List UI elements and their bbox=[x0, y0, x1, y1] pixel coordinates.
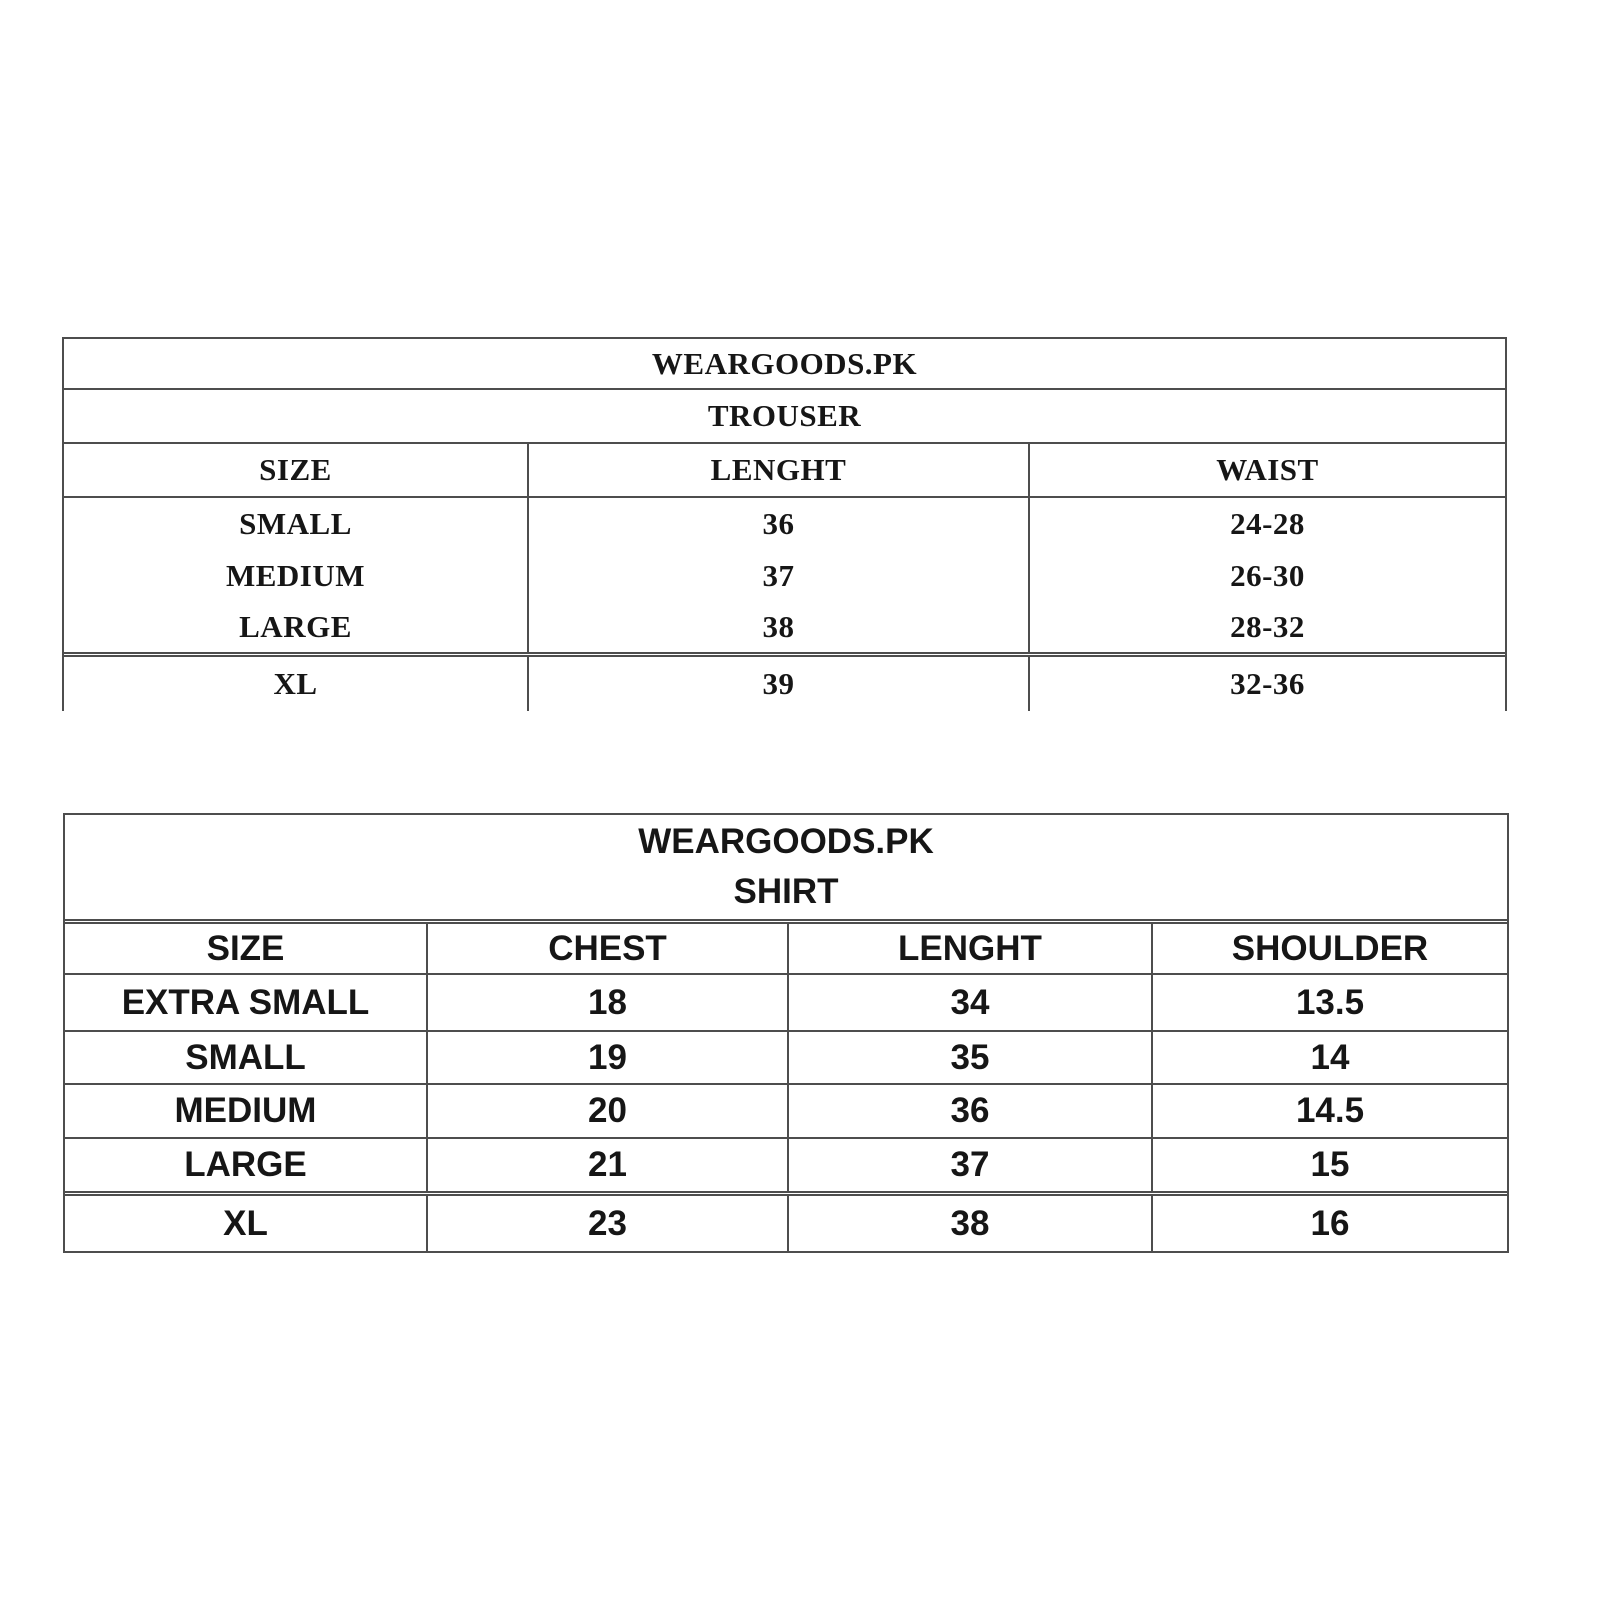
waist-cell: 24-28 bbox=[1028, 498, 1505, 550]
length-cell: 38 bbox=[787, 1196, 1151, 1251]
size-cell: XL bbox=[223, 1203, 268, 1243]
length-cell: 38 bbox=[527, 602, 1028, 652]
shirt-row-large bbox=[65, 1139, 1507, 1196]
shoulder-cell: 13.5 bbox=[1151, 975, 1507, 1030]
waist-cell: 28-32 bbox=[1028, 602, 1505, 652]
shoulder-cell: 14.5 bbox=[1151, 1085, 1507, 1137]
size-cell: LARGE bbox=[239, 609, 352, 644]
shoulder-cell: 14 bbox=[1151, 1032, 1507, 1083]
chest-cell: 23 bbox=[426, 1196, 787, 1251]
shirt-row-xl bbox=[65, 1196, 1507, 1251]
length-cell: 39 bbox=[527, 657, 1028, 711]
size-cell: MEDIUM bbox=[174, 1091, 317, 1130]
trouser-row-large bbox=[64, 602, 1505, 657]
shirt-column-header-chest: CHEST bbox=[426, 924, 787, 973]
trouser-row-xl bbox=[64, 657, 1505, 711]
shirt-row-extra-small bbox=[65, 975, 1507, 1032]
shoulder-cell: 16 bbox=[1151, 1196, 1507, 1251]
size-cell: SMALL bbox=[239, 506, 352, 541]
trouser-table-category-title: TROUSER bbox=[64, 390, 1505, 444]
shirt-row-medium bbox=[65, 1085, 1507, 1139]
size-cell: MEDIUM bbox=[225, 558, 366, 593]
shirt-column-header-shoulder: SHOULDER bbox=[1151, 924, 1507, 973]
length-cell: 37 bbox=[527, 550, 1028, 602]
waist-cell: 26-30 bbox=[1028, 550, 1505, 602]
size-cell: SMALL bbox=[185, 1037, 306, 1077]
size-cell: LARGE bbox=[184, 1145, 307, 1184]
shirt-table-title-block bbox=[65, 815, 1507, 924]
chest-cell: 20 bbox=[426, 1085, 787, 1137]
trouser-table-brand-title: WEARGOODS.PK bbox=[64, 339, 1505, 390]
shirt-column-header-length: LENGHT bbox=[787, 924, 1151, 973]
size-cell: XL bbox=[273, 666, 318, 701]
length-cell: 34 bbox=[787, 975, 1151, 1030]
shirt-column-header-size: SIZE bbox=[206, 928, 285, 968]
shirt-header-row bbox=[65, 924, 1507, 975]
length-cell: 36 bbox=[787, 1085, 1151, 1137]
trouser-size-table bbox=[62, 337, 1507, 711]
shirt-table-category-title: SHIRT bbox=[733, 872, 839, 911]
trouser-header-row bbox=[64, 444, 1505, 498]
trouser-row-small bbox=[64, 498, 1505, 550]
length-cell: 36 bbox=[527, 498, 1028, 550]
trouser-column-header-size: SIZE bbox=[259, 452, 332, 487]
shirt-table-brand-title: WEARGOODS.PK bbox=[638, 822, 934, 861]
waist-cell: 32-36 bbox=[1028, 657, 1505, 711]
chest-cell: 18 bbox=[426, 975, 787, 1030]
size-cell: EXTRA SMALL bbox=[121, 982, 370, 1022]
trouser-column-header-length: LENGHT bbox=[527, 444, 1028, 496]
chest-cell: 21 bbox=[426, 1139, 787, 1191]
length-cell: 35 bbox=[787, 1032, 1151, 1083]
shirt-size-table bbox=[63, 813, 1509, 1253]
chest-cell: 19 bbox=[426, 1032, 787, 1083]
length-cell: 37 bbox=[787, 1139, 1151, 1191]
trouser-column-header-waist: WAIST bbox=[1028, 444, 1505, 496]
trouser-row-medium bbox=[64, 550, 1505, 602]
shirt-row-small bbox=[65, 1032, 1507, 1085]
shoulder-cell: 15 bbox=[1151, 1139, 1507, 1191]
